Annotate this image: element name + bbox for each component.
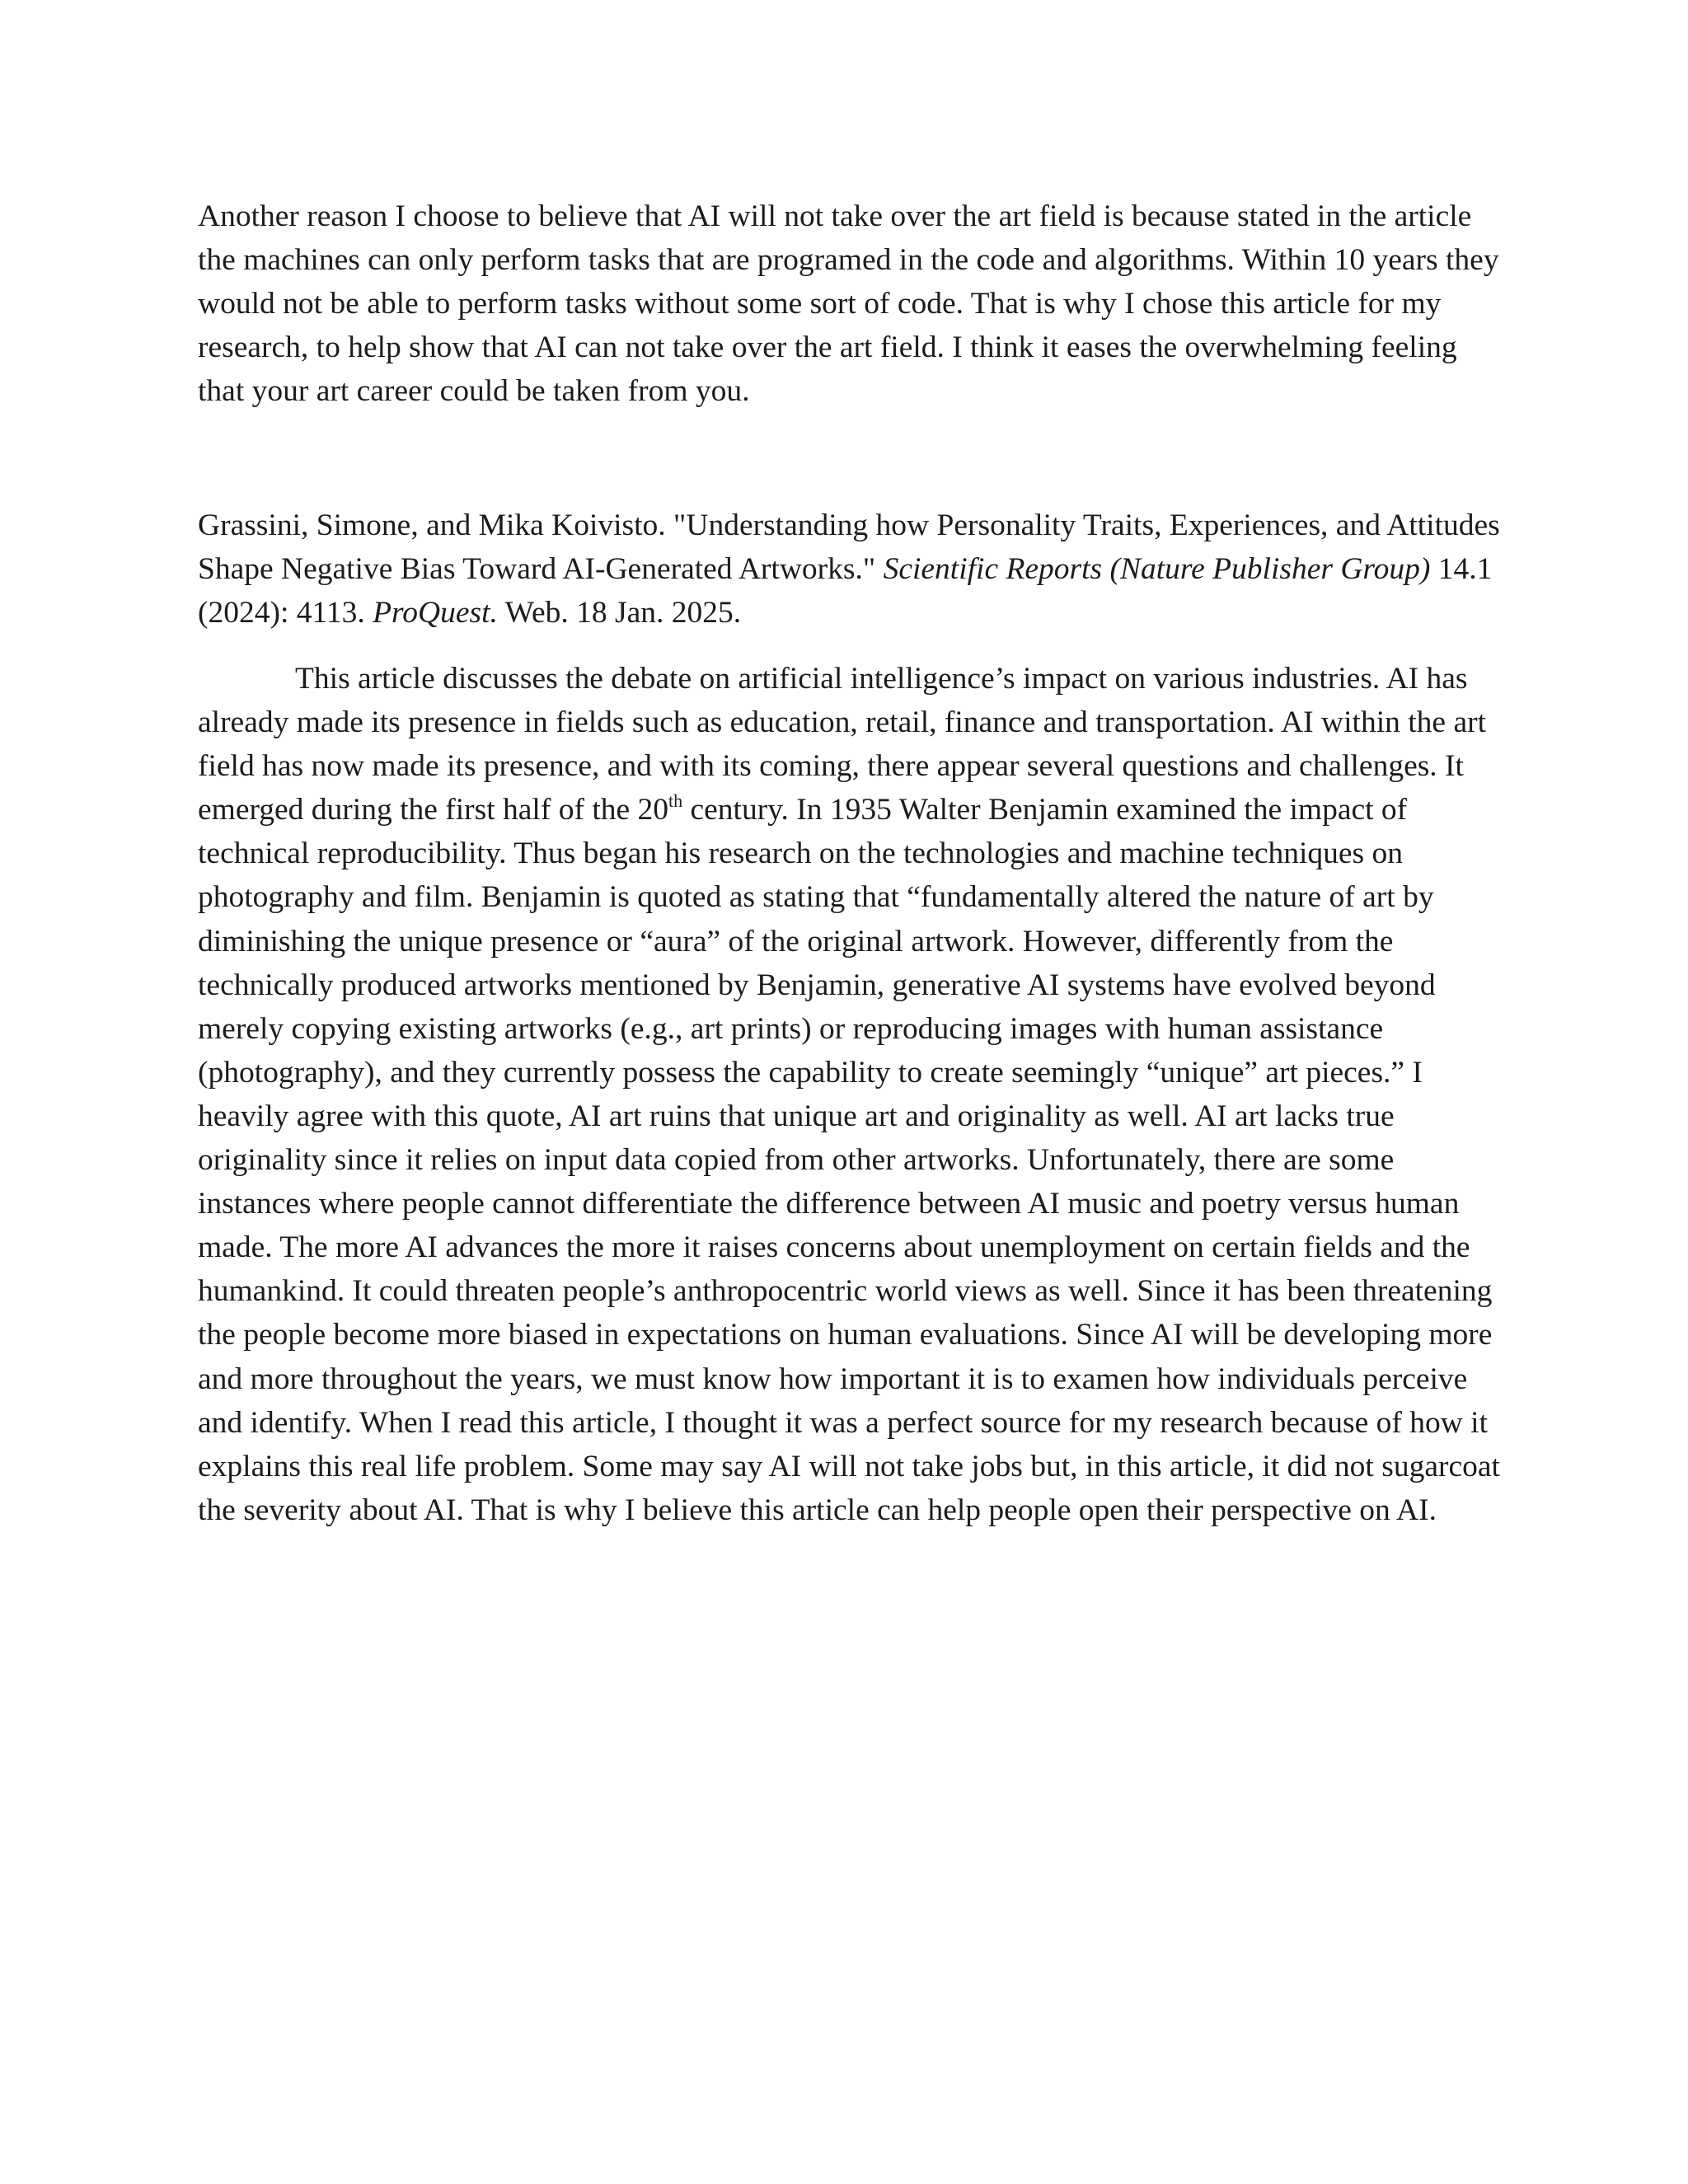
works-cited-entry	[198, 504, 1500, 635]
citation-volume-pages: 14.1 (2024): 4113.	[198, 552, 1493, 630]
annotation-paragraph	[198, 657, 1500, 1532]
annotation-text-part2: century. In 1935 Walter Benjamin examined the impact of technical reproducibility. Thus began his research on the technologies and machine techniques on photography and film. Benjamin is quoted as stating that “fundamentally altered the nature of art by diminishing the unique presence or “aura” of the original artwork. However, differently from the technically produced artworks mentioned by Benjamin, generative AI systems have evolved beyond merely copying existing artworks (e.g., art prints) or reproducing images with human assistance (photography), and they currently possess the capability to create seemingly “unique” art pieces.” I heavily agree with this quote, AI art ruins that unique art and originality as well. AI art lacks true originality since it relies on input data copied from other artworks. Unfortunately, there are some instances where people cannot differentiate the difference between AI music and poetry versus human made. The more AI advances the more it raises concerns about unemployment on certain fields and the humankind. It could threaten people’s anthropocentric world views as well. Since it has been threatening the people become more biased in expectations on human evaluations. Since AI will be developing more and more throughout the years, we must know how important it is to examen how individuals perceive and identify. When I read this article, I thought it was a perfect source for my research because of how it explains this real life problem. Some may say AI will not take jobs but, in this article, it did not sugarcoat the severity about AI. That is why I believe this article can help people open their perspective on AI.	[198, 793, 1500, 1527]
citation-journal: Scientific Reports (Nature Publisher Group)	[883, 552, 1431, 587]
citation-authors-title: Grassini, Simone, and Mika Koivisto. "Understanding how Personality Traits, Experiences, and Attitudes Shape Negative Bias Toward AI-Generated Artworks."	[198, 509, 1500, 587]
citation-access-date: Web. 18 Jan. 2025.	[497, 596, 742, 630]
ordinal-superscript: th	[668, 790, 683, 812]
annotation-text-part1: This article discusses the debate on artificial intelligence’s impact on various industries. AI has already made its presence in fields such as education, retail, finance and transportation. AI within the art field has now made its presence, and with its coming, there appear several questions and challenges. It emerged during the first half of the 20	[198, 662, 1486, 827]
citation-database: ProQuest.	[373, 596, 498, 630]
body-paragraph: Another reason I choose to believe that AI will not take over the art field is because stated in the article the machines can only perform tasks that are programed in the code and algorithms. Within 10 years they would not be able to perform tasks without some sort of code. That is why I chose this article for my research, to help show that AI can not take over the art field. I think it eases the overwhelming feeling that your art career could be taken from you.	[198, 199, 1499, 409]
